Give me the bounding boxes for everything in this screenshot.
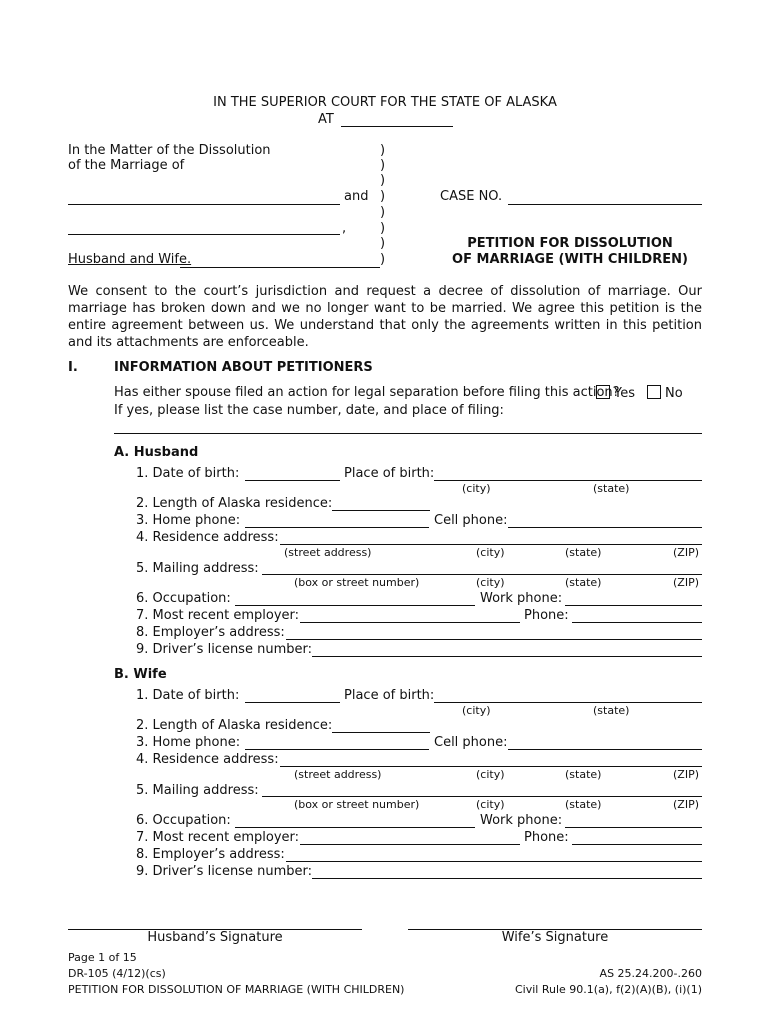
wife-signature-label: Wife’s Signature	[501, 930, 609, 945]
wife-home-phone-label: 3. Home phone:	[136, 735, 241, 750]
yes-checkbox[interactable]	[596, 385, 610, 399]
box-street-hint: (box or street number)	[294, 576, 420, 589]
zip-hint: (ZIP)	[673, 576, 699, 589]
at-label: AT	[318, 112, 334, 127]
wife-license-field[interactable]	[312, 878, 702, 879]
state-hint: (state)	[565, 768, 602, 781]
wife-dob-label: 1. Date of birth:	[136, 688, 240, 703]
if-yes-instruction: If yes, please list the case number, date, and place of filing:	[114, 403, 504, 418]
matter-line-1: In the Matter of the Dissolution	[68, 143, 271, 158]
paren: )	[380, 252, 386, 267]
civil-rule-reference: Civil Rule 90.1(a), f(2)(A)(B), (i)(1)	[514, 983, 702, 996]
wife-name-field[interactable]	[68, 234, 340, 235]
state-hint: (state)	[565, 798, 602, 811]
husband-license-label: 9. Driver’s license number:	[136, 642, 312, 657]
and-label: and	[344, 189, 369, 204]
husband-employer-field[interactable]	[300, 622, 520, 623]
matter-line-2: of the Marriage of	[68, 158, 185, 173]
section-title: INFORMATION ABOUT PETITIONERS	[114, 360, 373, 375]
paren: )	[380, 173, 386, 188]
wife-license-label: 9. Driver’s license number:	[136, 864, 312, 879]
husband-and-wife-label: Husband and Wife.	[68, 252, 192, 267]
husband-work-phone-label: Work phone:	[480, 591, 563, 606]
husband-work-phone-field[interactable]	[565, 605, 702, 606]
petition-title-line-2: OF MARRIAGE (WITH CHILDREN)	[452, 252, 688, 267]
husband-license-field[interactable]	[312, 656, 702, 657]
intro-paragraph: We consent to the court’s jurisdiction and request a decree of dissolution of marriage. Our marriage has broken down and we no longer want to be married. We agree this petition is the entire agreement between us. We understand that only the agreements written in this petition and its attachments are enforceable.	[68, 284, 702, 350]
husband-employer-phone-label: Phone:	[524, 608, 569, 623]
state-hint: (state)	[593, 482, 630, 495]
wife-dob-field[interactable]	[245, 702, 340, 703]
wife-home-phone-field[interactable]	[245, 749, 429, 750]
statute-reference: AS 25.24.200-.260	[599, 967, 702, 980]
husband-residence-length-label: 2. Length of Alaska residence:	[136, 496, 333, 511]
husband-name-field[interactable]	[68, 204, 340, 205]
wife-cell-phone-label: Cell phone:	[434, 735, 508, 750]
state-hint: (state)	[565, 576, 602, 589]
city-hint: (city)	[476, 768, 505, 781]
no-option[interactable]	[647, 385, 683, 402]
paren: )	[380, 158, 386, 173]
husband-dob-field[interactable]	[245, 480, 340, 481]
husband-cell-phone-label: Cell phone:	[434, 513, 508, 528]
state-hint: (state)	[593, 704, 630, 717]
husband-employer-label: 7. Most recent employer:	[136, 608, 300, 623]
wife-cell-phone-field[interactable]	[508, 749, 702, 750]
husband-home-phone-label: 3. Home phone:	[136, 513, 241, 528]
prior-filing-field[interactable]	[114, 433, 702, 434]
husband-mailing-address-label: 5. Mailing address:	[136, 561, 259, 576]
wife-residence-length-field[interactable]	[332, 732, 430, 733]
husband-dob-label: 1. Date of birth:	[136, 466, 240, 481]
wife-work-phone-label: Work phone:	[480, 813, 563, 828]
wife-occupation-label: 6. Occupation:	[136, 813, 231, 828]
case-no-field[interactable]	[508, 204, 702, 205]
no-label: No	[665, 386, 683, 401]
paren: )	[380, 221, 386, 236]
husband-employer-address-field[interactable]	[286, 639, 702, 640]
zip-hint: (ZIP)	[673, 798, 699, 811]
at-location-field[interactable]	[341, 126, 453, 127]
paren: )	[380, 189, 386, 204]
state-hint: (state)	[565, 546, 602, 559]
court-heading: IN THE SUPERIOR COURT FOR THE STATE OF ALASKA	[213, 95, 557, 110]
husband-signature-label: Husband’s Signature	[147, 930, 283, 945]
city-hint: (city)	[462, 482, 491, 495]
wife-pob-label: Place of birth:	[344, 688, 435, 703]
street-address-hint: (street address)	[284, 546, 372, 559]
form-number: DR-105 (4/12)(cs)	[68, 967, 166, 980]
husband-home-phone-field[interactable]	[245, 527, 429, 528]
wife-residence-address-label: 4. Residence address:	[136, 752, 279, 767]
husband-residence-address-label: 4. Residence address:	[136, 530, 279, 545]
wife-work-phone-field[interactable]	[565, 827, 702, 828]
city-hint: (city)	[476, 546, 505, 559]
legal-separation-question: Has either spouse filed an action for legal separation before filing this action?	[114, 385, 620, 400]
box-street-hint: (box or street number)	[294, 798, 420, 811]
petition-title-line-1: PETITION FOR DISSOLUTION	[467, 236, 673, 251]
paren: )	[380, 236, 386, 251]
husband-residence-length-field[interactable]	[332, 510, 430, 511]
street-address-hint: (street address)	[294, 768, 382, 781]
wife-employer-phone-label: Phone:	[524, 830, 569, 845]
wife-employer-address-field[interactable]	[286, 861, 702, 862]
paren: )	[380, 205, 386, 220]
yes-option[interactable]	[596, 385, 635, 402]
husband-occupation-label: 6. Occupation:	[136, 591, 231, 606]
city-hint: (city)	[476, 576, 505, 589]
wife-heading: B. Wife	[114, 667, 167, 682]
page-number: Page 1 of 15	[68, 951, 137, 964]
caption-bottom-rule	[180, 267, 380, 268]
comma: ,	[342, 221, 347, 236]
husband-employer-phone-field[interactable]	[572, 622, 702, 623]
wife-employer-address-label: 8. Employer’s address:	[136, 847, 285, 862]
husband-occupation-field[interactable]	[235, 605, 475, 606]
husband-employer-address-label: 8. Employer’s address:	[136, 625, 285, 640]
paren: )	[380, 143, 386, 158]
wife-residence-length-label: 2. Length of Alaska residence:	[136, 718, 333, 733]
wife-mailing-address-label: 5. Mailing address:	[136, 783, 259, 798]
section-number: I.	[68, 360, 78, 375]
wife-occupation-field[interactable]	[235, 827, 475, 828]
city-hint: (city)	[476, 798, 505, 811]
wife-employer-field[interactable]	[300, 844, 520, 845]
form-title: PETITION FOR DISSOLUTION OF MARRIAGE (WITH CHILDREN)	[68, 983, 405, 996]
yes-label: Yes	[614, 386, 635, 401]
husband-cell-phone-field[interactable]	[508, 527, 702, 528]
wife-employer-phone-field[interactable]	[572, 844, 702, 845]
zip-hint: (ZIP)	[673, 546, 699, 559]
wife-employer-label: 7. Most recent employer:	[136, 830, 300, 845]
no-checkbox[interactable]	[647, 385, 661, 399]
case-no-label: CASE NO.	[440, 189, 503, 204]
husband-pob-label: Place of birth:	[344, 466, 435, 481]
zip-hint: (ZIP)	[673, 768, 699, 781]
city-hint: (city)	[462, 704, 491, 717]
husband-heading: A. Husband	[114, 445, 199, 460]
